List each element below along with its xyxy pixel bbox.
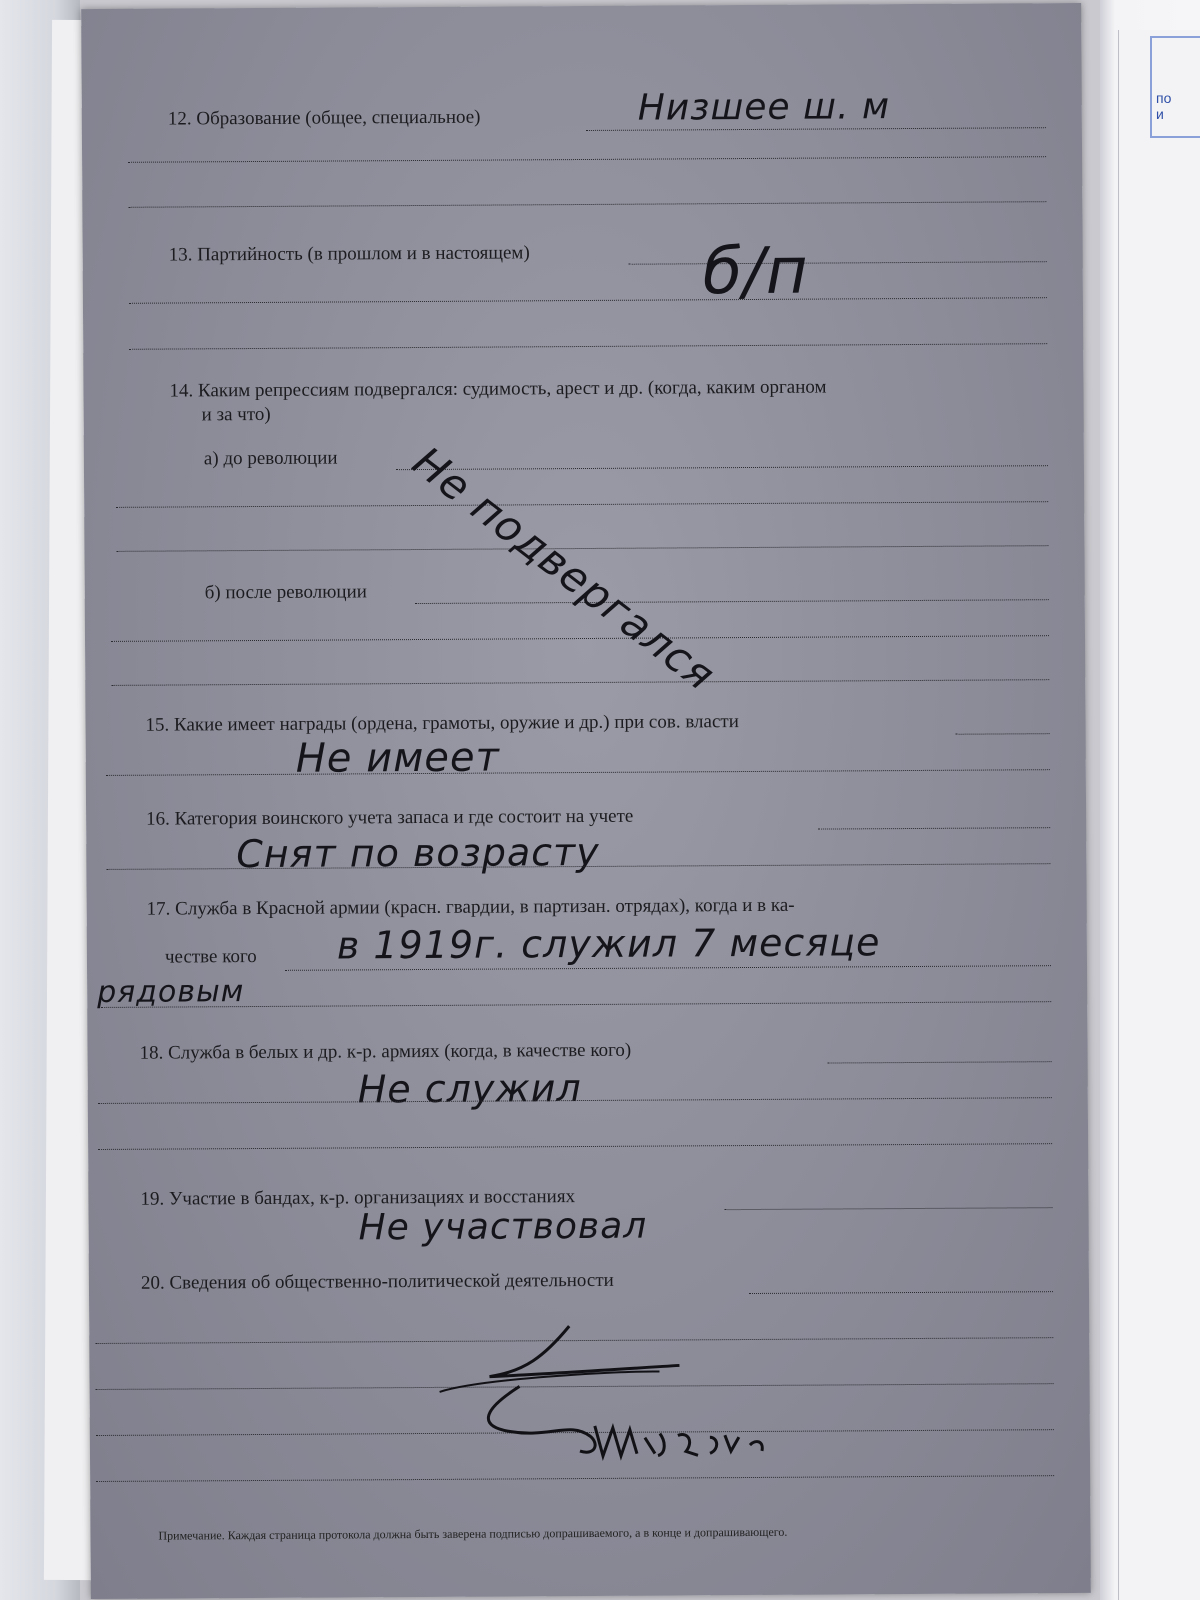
dotted-line	[828, 1061, 1052, 1063]
dotted-line	[106, 769, 1050, 776]
item-number: 18.	[139, 1042, 164, 1064]
handwritten-answer-continued: рядовым	[97, 974, 245, 1010]
item-15	[145, 711, 738, 737]
item-label: Какие имеет награды (ордена, грамоты, оружие и др.) при сов. власти	[173, 711, 739, 736]
footnote: Примечание. Каждая страница протокола должна быть заверена подписью допрашиваемого, а в конце и допрашивающего.	[158, 1524, 788, 1543]
dotted-line	[749, 1291, 1053, 1294]
item-label: Образование (общее, специальное)	[196, 106, 481, 130]
dotted-line	[128, 156, 1046, 163]
adjacent-sheet-box: по и	[1150, 36, 1200, 138]
item-18	[139, 1040, 631, 1065]
handwritten-answer: в 1919г. служил 7 месяце	[336, 920, 881, 968]
dotted-line	[128, 201, 1046, 208]
item-number: 12.	[167, 108, 192, 130]
dotted-line	[629, 261, 1047, 265]
dotted-line	[98, 1143, 1052, 1150]
dotted-line	[116, 501, 1048, 508]
item-label: Категория воинского учета запаса и где состоит на учете	[174, 805, 634, 830]
item-number: 17.	[146, 898, 171, 920]
dotted-line	[129, 297, 1047, 304]
dotted-line	[129, 343, 1047, 350]
handwritten-answer: б/п	[702, 234, 809, 310]
handwritten-answer: Не служил	[357, 1066, 582, 1112]
item-14-continued: и за что)	[201, 403, 271, 426]
item-17-continued: честве кого	[164, 946, 257, 968]
item-number: 14.	[169, 380, 194, 402]
handwritten-answer: Низшее ш. м	[637, 86, 891, 129]
item-number: 16.	[146, 808, 170, 830]
item-17	[147, 895, 795, 921]
item-label: Партийность (в прошлом и в настоящем)	[197, 242, 530, 266]
adjacent-sheet	[1118, 30, 1200, 1600]
dotted-line	[956, 733, 1050, 735]
signature	[419, 1314, 920, 1487]
item-20	[141, 1270, 614, 1295]
item-label: Служба в белых и др. к-р. армиях (когда, в качестве кого)	[167, 1039, 632, 1064]
item-14-sub-a: а) до революции	[203, 447, 338, 470]
item-14-sub-b: б) после революции	[204, 581, 367, 604]
item-number: 19.	[140, 1188, 165, 1210]
handwritten-answer: Не имеет	[295, 734, 500, 782]
dotted-line	[396, 465, 1048, 470]
item-number: 20.	[140, 1272, 165, 1294]
dotted-line	[415, 599, 1049, 604]
handwritten-answer: Не подвергался	[403, 436, 725, 701]
item-label: Каким репрессиям подвергался: судимость, арест и др. (когда, каким органом	[197, 376, 827, 402]
handwritten-answer: Не участвовал	[358, 1205, 648, 1249]
item-number: 15.	[145, 714, 170, 736]
dotted-line	[724, 1207, 1052, 1210]
dotted-line	[111, 679, 1049, 686]
item-label: Сведения об общественно-политической деятельности	[169, 1269, 614, 1294]
item-16	[146, 806, 633, 831]
handwritten-answer: Снят по возрасту	[236, 829, 600, 877]
dotted-line	[111, 635, 1049, 642]
item-number: 13.	[168, 244, 193, 266]
item-12	[168, 107, 481, 131]
item-label: Служба в Красной армии (красн. гвардии, в партизан. отрядах), когда и в ка-	[175, 894, 795, 920]
item-13	[169, 242, 530, 266]
dotted-line	[818, 827, 1050, 829]
item-14	[169, 377, 826, 403]
item-label: Участие в бандах, к-р. организациях и восстаниях	[168, 1186, 576, 1210]
protocol-page	[81, 3, 1091, 1599]
